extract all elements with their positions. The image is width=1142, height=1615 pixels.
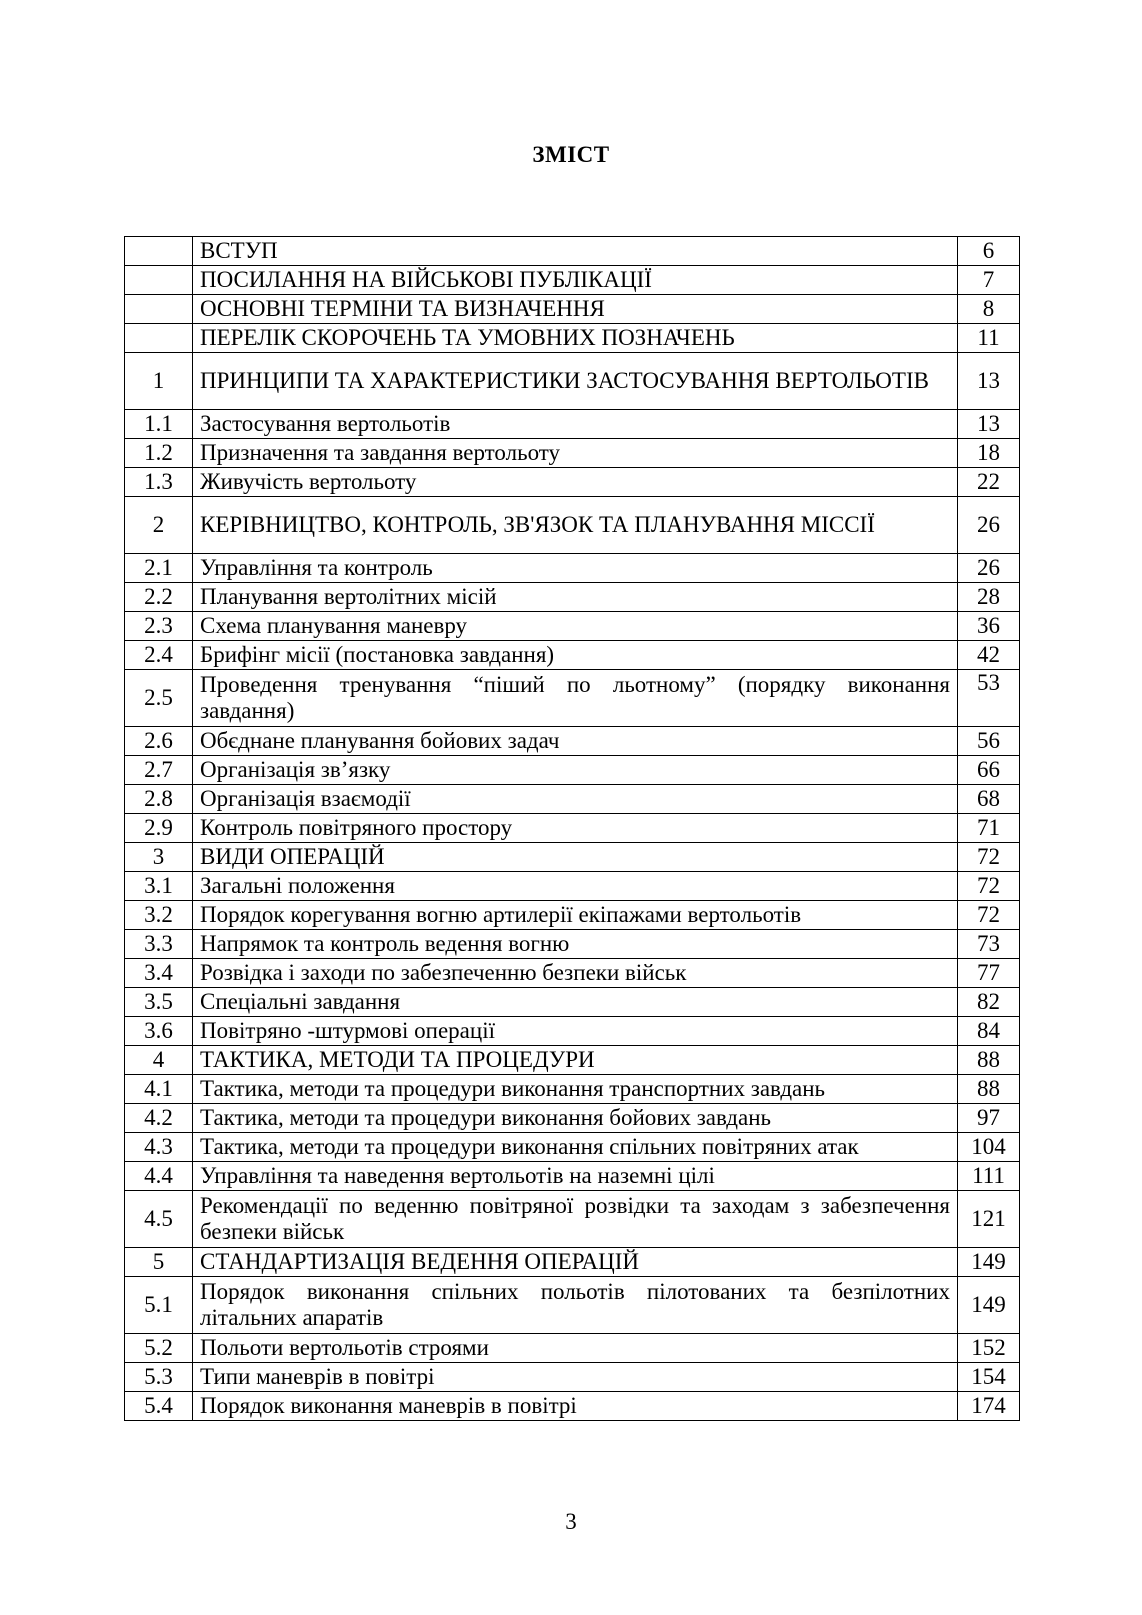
toc-title: СТАНДАРТИЗАЦІЯ ВЕДЕННЯ ОПЕРАЦІЙ (193, 1248, 958, 1277)
toc-title: Застосування вертольотів (193, 410, 958, 439)
toc-row (125, 554, 1020, 583)
toc-title: Організація зв’язку (193, 756, 958, 785)
toc-row (125, 1104, 1020, 1133)
toc-number: 1 (125, 353, 193, 410)
toc-page: 22 (958, 468, 1020, 497)
toc-number: 4.4 (125, 1162, 193, 1191)
toc-number: 4.5 (125, 1191, 193, 1248)
toc-page: 72 (958, 843, 1020, 872)
toc-row (125, 1248, 1020, 1277)
toc-number: 5 (125, 1248, 193, 1277)
toc-row (125, 410, 1020, 439)
toc-row (125, 1017, 1020, 1046)
page-number: 3 (565, 1509, 577, 1534)
toc-title: Типи маневрів в повітрі (193, 1363, 958, 1392)
page-title: ЗМІСТ (532, 142, 610, 167)
toc-number: 3.1 (125, 872, 193, 901)
toc-title: Тактика, методи та процедури виконання спільних повітряних атак (193, 1133, 958, 1162)
toc-page: 88 (958, 1046, 1020, 1075)
toc-page: 68 (958, 785, 1020, 814)
toc-number: 2.7 (125, 756, 193, 785)
toc-page: 149 (958, 1277, 1020, 1334)
toc-number: 2.3 (125, 612, 193, 641)
toc-row (125, 1392, 1020, 1421)
toc-page: 152 (958, 1334, 1020, 1363)
toc-title: Планування вертолітних місій (193, 583, 958, 612)
toc-number (125, 324, 193, 353)
toc-number: 3.4 (125, 959, 193, 988)
toc-row (125, 237, 1020, 266)
toc-row (125, 295, 1020, 324)
toc-page: 13 (958, 353, 1020, 410)
toc-title: Управління та контроль (193, 554, 958, 583)
toc-page: 174 (958, 1392, 1020, 1421)
toc-title: Призначення та завдання вертольоту (193, 439, 958, 468)
toc-title: Порядок корегування вогню артилерії екіпажами вертольотів (193, 901, 958, 930)
toc-title: Управління та наведення вертольотів на наземні цілі (193, 1162, 958, 1191)
toc-number: 1.2 (125, 439, 193, 468)
toc-page: 71 (958, 814, 1020, 843)
toc-page: 66 (958, 756, 1020, 785)
toc-title: ТАКТИКА, МЕТОДИ ТА ПРОЦЕДУРИ (193, 1046, 958, 1075)
toc-row (125, 497, 1020, 554)
toc-row (125, 439, 1020, 468)
toc-title: ПОСИЛАННЯ НА ВІЙСЬКОВІ ПУБЛІКАЦІЇ (193, 266, 958, 295)
toc-number: 5.1 (125, 1277, 193, 1334)
toc-row (125, 1277, 1020, 1334)
toc-title: ПЕРЕЛІК СКОРОЧЕНЬ ТА УМОВНИХ ПОЗНАЧЕНЬ (193, 324, 958, 353)
table-of-contents (124, 236, 1020, 1421)
toc-number: 3 (125, 843, 193, 872)
toc-row (125, 930, 1020, 959)
toc-title: Проведення тренування “піший по льотному” (порядку виконання завдання) (193, 670, 958, 727)
toc-title: Польоти вертольотів строями (193, 1334, 958, 1363)
toc-row (125, 324, 1020, 353)
toc-row (125, 872, 1020, 901)
toc-row (125, 1046, 1020, 1075)
toc-number: 2.4 (125, 641, 193, 670)
toc-row (125, 1075, 1020, 1104)
toc-number: 1.1 (125, 410, 193, 439)
toc-number: 4 (125, 1046, 193, 1075)
toc-title: ВСТУП (193, 237, 958, 266)
toc-title: Порядок виконання спільних польотів пілотованих та безпілотних літальних апаратів (193, 1277, 958, 1334)
toc-number: 3.6 (125, 1017, 193, 1046)
toc-row (125, 1334, 1020, 1363)
toc-page: 18 (958, 439, 1020, 468)
toc-title: Рекомендації по веденню повітряної розвідки та заходам з забезпечення безпеки військ (193, 1191, 958, 1248)
toc-page: 56 (958, 727, 1020, 756)
toc-number: 2.5 (125, 670, 193, 727)
toc-page: 36 (958, 612, 1020, 641)
toc-page: 53 (958, 670, 1020, 727)
toc-title: ВИДИ ОПЕРАЦІЙ (193, 843, 958, 872)
toc-title: ОСНОВНІ ТЕРМІНИ ТА ВИЗНАЧЕННЯ (193, 295, 958, 324)
toc-page: 6 (958, 237, 1020, 266)
toc-page: 104 (958, 1133, 1020, 1162)
toc-number: 2.8 (125, 785, 193, 814)
toc-page: 72 (958, 872, 1020, 901)
toc-page: 13 (958, 410, 1020, 439)
toc-number: 5.3 (125, 1363, 193, 1392)
toc-number (125, 295, 193, 324)
toc-page: 111 (958, 1162, 1020, 1191)
toc-title: Порядок виконання маневрів в повітрі (193, 1392, 958, 1421)
toc-row (125, 1133, 1020, 1162)
toc-page: 149 (958, 1248, 1020, 1277)
toc-page: 8 (958, 295, 1020, 324)
toc-title: Контроль повітряного простору (193, 814, 958, 843)
toc-page: 88 (958, 1075, 1020, 1104)
toc-page: 26 (958, 497, 1020, 554)
toc-page: 82 (958, 988, 1020, 1017)
toc-number: 2.6 (125, 727, 193, 756)
toc-page: 42 (958, 641, 1020, 670)
toc-row (125, 756, 1020, 785)
toc-row (125, 959, 1020, 988)
toc-row (125, 901, 1020, 930)
toc-title: ПРИНЦИПИ ТА ХАРАКТЕРИСТИКИ ЗАСТОСУВАННЯ ВЕРТОЛЬОТІВ (193, 353, 958, 410)
toc-title: Тактика, методи та процедури виконання бойових завдань (193, 1104, 958, 1133)
toc-page: 28 (958, 583, 1020, 612)
toc-number: 4.2 (125, 1104, 193, 1133)
toc-row (125, 988, 1020, 1017)
toc-row (125, 814, 1020, 843)
toc-page: 26 (958, 554, 1020, 583)
toc-number (125, 266, 193, 295)
toc-number: 1.3 (125, 468, 193, 497)
toc-row (125, 612, 1020, 641)
toc-page: 77 (958, 959, 1020, 988)
toc-title: Обєднане планування бойових задач (193, 727, 958, 756)
toc-row (125, 727, 1020, 756)
toc-number: 2.2 (125, 583, 193, 612)
toc-number: 2 (125, 497, 193, 554)
toc-number: 2.9 (125, 814, 193, 843)
toc-body (125, 237, 1020, 1421)
toc-row (125, 266, 1020, 295)
toc-number (125, 237, 193, 266)
toc-number: 3.3 (125, 930, 193, 959)
toc-number: 3.2 (125, 901, 193, 930)
toc-title: Брифінг місії (постановка завдання) (193, 641, 958, 670)
toc-number: 4.3 (125, 1133, 193, 1162)
toc-page: 121 (958, 1191, 1020, 1248)
toc-title: Схема планування маневру (193, 612, 958, 641)
toc-page: 72 (958, 901, 1020, 930)
toc-title: Загальні положення (193, 872, 958, 901)
toc-title: Організація взаємодії (193, 785, 958, 814)
toc-title: КЕРІВНИЦТВО, КОНТРОЛЬ, ЗВ'ЯЗОК ТА ПЛАНУВАННЯ МІССІЇ (193, 497, 958, 554)
toc-title: Розвідка і заходи по забезпеченню безпеки військ (193, 959, 958, 988)
toc-row (125, 785, 1020, 814)
toc-page: 73 (958, 930, 1020, 959)
toc-number: 5.4 (125, 1392, 193, 1421)
toc-page: 97 (958, 1104, 1020, 1133)
toc-row (125, 670, 1020, 727)
toc-page: 7 (958, 266, 1020, 295)
toc-number: 3.5 (125, 988, 193, 1017)
toc-number: 5.2 (125, 1334, 193, 1363)
toc-row (125, 1363, 1020, 1392)
toc-row (125, 843, 1020, 872)
toc-title: Спеціальні завдання (193, 988, 958, 1017)
toc-title: Повітряно -штурмові операції (193, 1017, 958, 1046)
toc-title: Живучість вертольоту (193, 468, 958, 497)
toc-number: 4.1 (125, 1075, 193, 1104)
toc-title: Тактика, методи та процедури виконання транспортних завдань (193, 1075, 958, 1104)
toc-title: Напрямок та контроль ведення вогню (193, 930, 958, 959)
toc-row (125, 1162, 1020, 1191)
toc-page: 84 (958, 1017, 1020, 1046)
toc-page: 11 (958, 324, 1020, 353)
toc-row (125, 583, 1020, 612)
toc-page: 154 (958, 1363, 1020, 1392)
toc-row (125, 353, 1020, 410)
toc-number: 2.1 (125, 554, 193, 583)
toc-row (125, 468, 1020, 497)
toc-row (125, 1191, 1020, 1248)
toc-row (125, 641, 1020, 670)
